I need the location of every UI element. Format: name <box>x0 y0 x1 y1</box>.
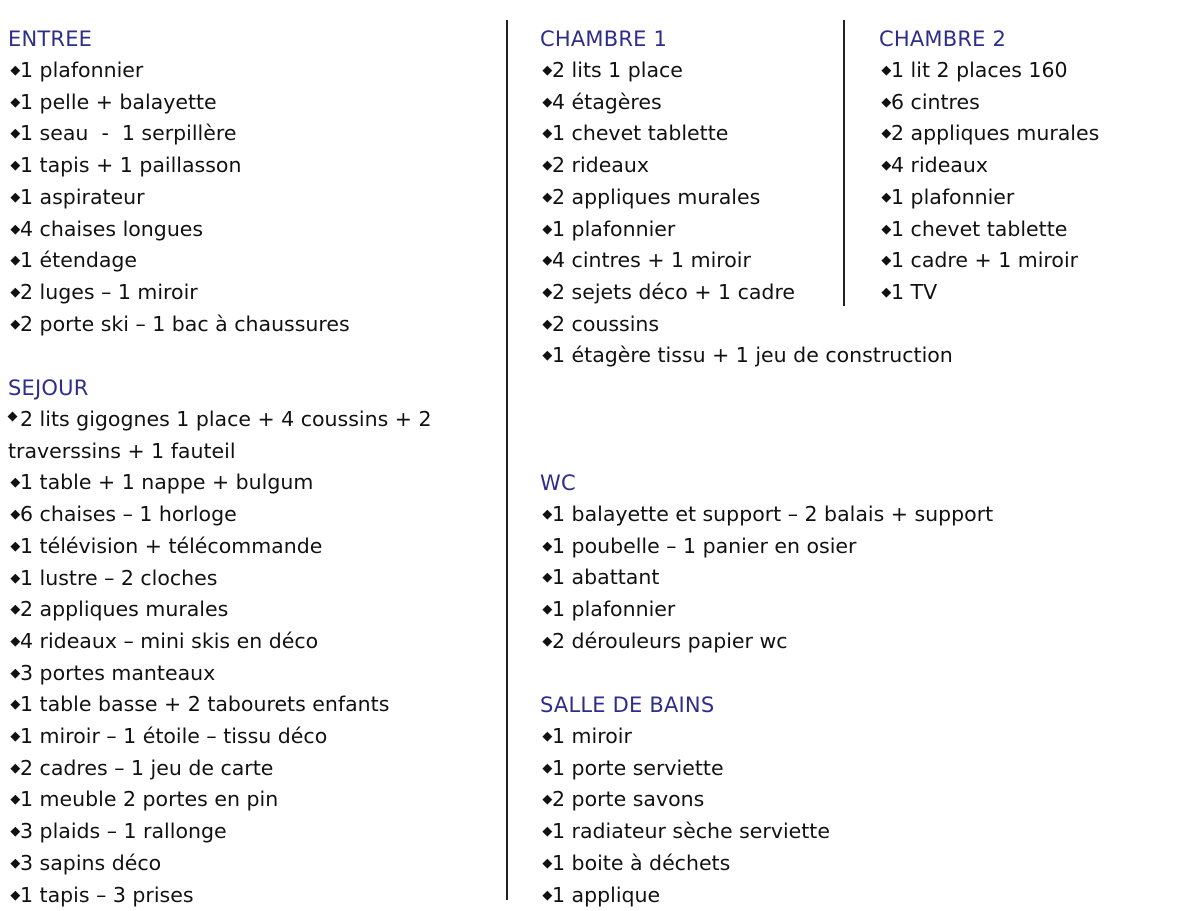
list-item: 2 luges – 1 miroir <box>8 277 488 309</box>
list-item: 1 tapis + 1 paillasson <box>8 150 488 182</box>
diamond-bullet-icon <box>542 827 552 837</box>
diamond-bullet-icon <box>881 193 891 203</box>
diamond-bullet-icon <box>10 763 20 773</box>
section-title-chambre-1: CHAMBRE 1 <box>540 27 668 51</box>
section-title-salle-de-bains: SALLE DE BAINS <box>540 693 715 717</box>
diamond-bullet-icon <box>881 256 891 266</box>
list-item: 1 applique <box>540 880 1000 911</box>
list-item: 1 plafonnier <box>540 214 1000 246</box>
list-item: 1 radiateur sèche serviette <box>540 816 1000 848</box>
list-item: 3 plaids – 1 rallonge <box>8 816 448 848</box>
diamond-bullet-icon <box>542 256 552 266</box>
diamond-bullet-icon <box>542 129 552 139</box>
diamond-bullet-icon <box>881 129 891 139</box>
section-salle-de-bains <box>540 689 1000 911</box>
diamond-bullet-icon <box>542 351 552 361</box>
diamond-bullet-icon <box>542 637 552 647</box>
list-item: 1 TV <box>879 277 1179 309</box>
list-item: 2 appliques murales <box>8 594 448 626</box>
list-item: 1 seau - 1 serpillère <box>8 118 488 150</box>
section-wc <box>540 467 1060 658</box>
diamond-bullet-icon <box>542 795 552 805</box>
list-item: 2 dérouleurs papier wc <box>540 626 1060 658</box>
diamond-bullet-icon <box>10 890 20 900</box>
diamond-bullet-icon <box>881 224 891 234</box>
list-item: 1 lustre – 2 cloches <box>8 563 448 595</box>
list-item: 2 cadres – 1 jeu de carte <box>8 753 448 785</box>
diamond-bullet-icon <box>542 573 552 583</box>
diamond-bullet-icon <box>10 97 20 107</box>
list-item: 1 tapis – 3 prises <box>8 880 448 911</box>
list-item: 4 chaises longues <box>8 214 488 246</box>
list-item: 1 miroir – 1 étoile – tissu déco <box>8 721 448 753</box>
list-item: 1 porte serviette <box>540 753 1000 785</box>
list-item: 2 coussins <box>540 309 1000 341</box>
diamond-bullet-icon <box>10 288 20 298</box>
diamond-bullet-icon <box>542 732 552 742</box>
diamond-bullet-icon <box>10 161 20 171</box>
list-item: 1 lit 2 places 160 <box>879 55 1179 87</box>
section-title-entree: ENTREE <box>8 27 93 51</box>
list-item: 1 étendage <box>8 245 488 277</box>
list-item: 2 appliques murales <box>540 182 1000 214</box>
diamond-bullet-icon <box>542 541 552 551</box>
section-sejour <box>8 372 448 911</box>
section-title-sejour: SEJOUR <box>8 376 89 400</box>
diamond-bullet-icon <box>10 224 20 234</box>
list-item: 1 cadre + 1 miroir <box>879 245 1179 277</box>
list-item: 1 table + 1 nappe + bulgum <box>8 467 448 499</box>
diamond-bullet-icon <box>10 795 20 805</box>
diamond-bullet-icon <box>10 637 20 647</box>
diamond-bullet-icon <box>10 478 20 488</box>
list-item: 2 sejets déco + 1 cadre <box>540 277 1000 309</box>
section-title-chambre-2: CHAMBRE 2 <box>879 27 1007 51</box>
diamond-bullet-icon <box>10 542 20 552</box>
list-item: 3 portes manteaux <box>8 658 448 690</box>
list-item: 2 appliques murales <box>879 118 1179 150</box>
diamond-bullet-icon <box>542 763 552 773</box>
diamond-bullet-icon <box>542 193 552 203</box>
list-item: 3 sapins déco <box>8 848 448 880</box>
list-item: 1 boite à déchets <box>540 848 1000 880</box>
list-item: 2 porte ski – 1 bac à chaussures <box>8 309 488 341</box>
diamond-bullet-icon <box>542 161 552 171</box>
diamond-bullet-icon <box>10 605 20 615</box>
list-item: 6 chaises – 1 horloge <box>8 499 448 531</box>
section-title-wc: WC <box>540 471 576 495</box>
list-item: 2 rideaux <box>540 150 1000 182</box>
list-item: 1 plafonnier <box>8 55 488 87</box>
list-item: 2 porte savons <box>540 784 1000 816</box>
diamond-bullet-icon <box>542 510 552 520</box>
diamond-bullet-icon <box>10 319 20 329</box>
list-item: 4 rideaux <box>879 150 1179 182</box>
list-item: 4 rideaux – mini skis en déco <box>8 626 448 658</box>
list-item: 1 chevet tablette <box>540 118 1000 150</box>
diamond-bullet-icon <box>10 732 20 742</box>
diamond-bullet-icon <box>10 256 20 266</box>
list-item: 1 poubelle – 1 panier en osier <box>540 531 1060 563</box>
list-item: 1 pelle + balayette <box>8 87 488 119</box>
diamond-bullet-icon <box>881 161 891 171</box>
diamond-bullet-icon <box>8 411 18 421</box>
diamond-bullet-icon <box>881 66 891 76</box>
list-salle-de-bains <box>540 721 1000 911</box>
diamond-bullet-icon <box>10 193 20 203</box>
list-item: 6 cintres <box>879 87 1179 119</box>
list-item: 1 miroir <box>540 721 1000 753</box>
diamond-bullet-icon <box>10 700 20 710</box>
diamond-bullet-icon <box>542 319 552 329</box>
list-item: 4 cintres + 1 miroir <box>540 245 1000 277</box>
diamond-bullet-icon <box>10 827 20 837</box>
list-sejour <box>8 404 448 911</box>
list-item: 1 abattant <box>540 562 1060 594</box>
section-entree <box>8 23 488 340</box>
diamond-bullet-icon <box>542 288 552 298</box>
list-wc <box>540 499 1060 658</box>
main-column-divider <box>506 20 508 900</box>
list-item: 1 plafonnier <box>879 182 1179 214</box>
list-item: 2 lits 1 place <box>540 55 1000 87</box>
list-item: 1 télévision + télécommande <box>8 531 448 563</box>
list-item: 1 étagère tissu + 1 jeu de construction <box>540 340 1000 372</box>
section-chambre-2 <box>879 23 1179 309</box>
list-item: 1 balayette et support – 2 balais + support <box>540 499 1060 531</box>
diamond-bullet-icon <box>10 129 20 139</box>
diamond-bullet-icon <box>881 288 891 298</box>
diamond-bullet-icon <box>10 66 20 76</box>
list-item: 4 étagères <box>540 87 1000 119</box>
list-item: 1 meuble 2 portes en pin <box>8 784 448 816</box>
list-entree <box>8 55 488 340</box>
list-item: 1 plafonnier <box>540 594 1060 626</box>
list-item: 2 lits gigognes 1 place + 4 coussins + 2 traverssins + 1 fauteil <box>8 407 432 463</box>
list-item: 1 table basse + 2 tabourets enfants <box>8 689 448 721</box>
diamond-bullet-icon <box>542 605 552 615</box>
diamond-bullet-icon <box>10 668 20 678</box>
list-item: 1 aspirateur <box>8 182 488 214</box>
diamond-bullet-icon <box>542 97 552 107</box>
list-item: 1 chevet tablette <box>879 214 1179 246</box>
diamond-bullet-icon <box>10 573 20 583</box>
diamond-bullet-icon <box>542 890 552 900</box>
diamond-bullet-icon <box>542 859 552 869</box>
list-chambre-2 <box>879 55 1179 309</box>
diamond-bullet-icon <box>542 66 552 76</box>
diamond-bullet-icon <box>542 224 552 234</box>
diamond-bullet-icon <box>10 510 20 520</box>
diamond-bullet-icon <box>881 97 891 107</box>
diamond-bullet-icon <box>10 859 20 869</box>
